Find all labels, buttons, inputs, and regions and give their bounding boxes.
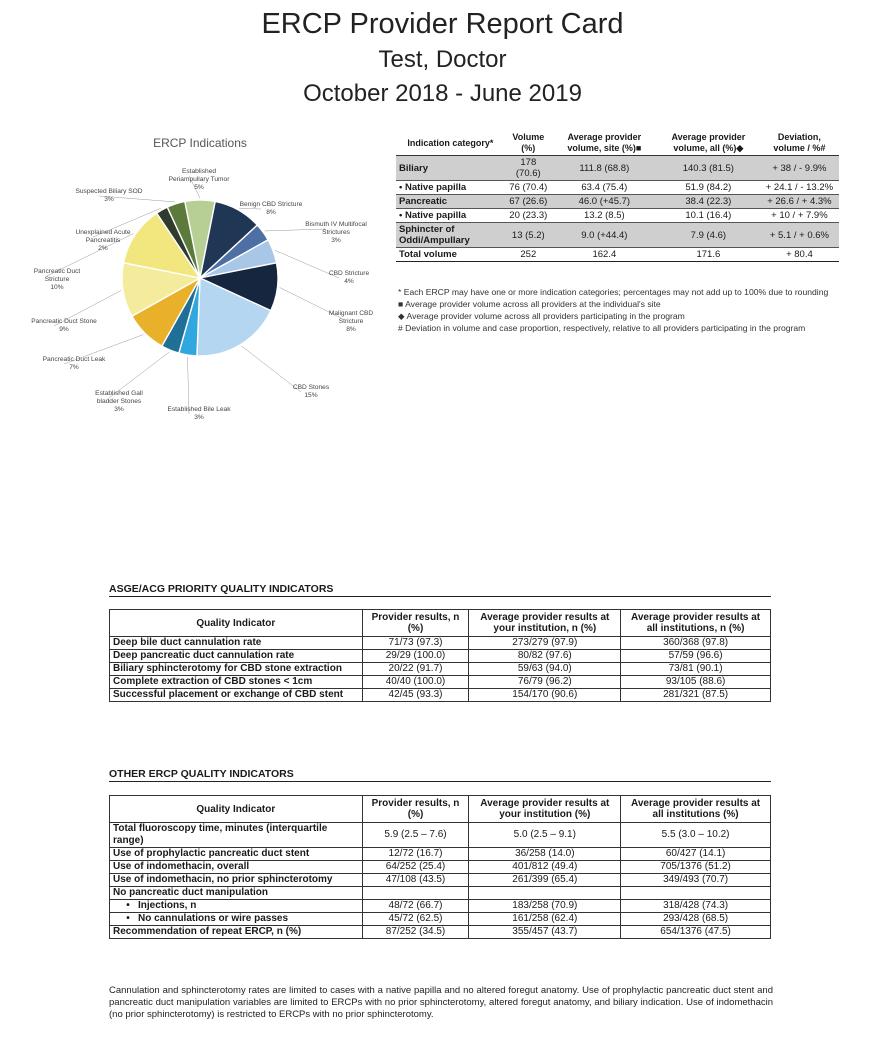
pie-label-pct: 10% <box>50 284 64 291</box>
other-cell: 293/428 (68.5) <box>621 913 771 926</box>
indication-row-label <box>396 156 505 181</box>
pie-label-text: Pancreatic Duct Leak <box>42 356 106 363</box>
other-cell <box>621 887 771 900</box>
indication-label-text: Total volume <box>399 249 457 260</box>
asge-row <box>110 650 771 663</box>
indication-cell: 140.3 (81.5) <box>657 156 760 181</box>
asge-cell: 71/73 (97.3) <box>362 637 469 650</box>
other-label-text: No pancreatic duct manipulation <box>113 887 269 898</box>
other-label-text: Injections, n <box>138 900 197 911</box>
other-cell: 5.5 (3.0 – 10.2) <box>621 823 771 848</box>
asge-label-text: Deep bile duct cannulation rate <box>113 637 262 648</box>
pie-label-pct: 15% <box>304 392 318 399</box>
asge-label-text: Complete extraction of CBD stones < 1cm <box>113 676 313 687</box>
asge-label-text: Successful placement or exchange of CBD stent <box>113 689 344 700</box>
other-header-0: Quality Indicator <box>110 796 363 823</box>
indication-cell: 76 (70.4) <box>505 181 552 195</box>
other-cell: 36/258 (14.0) <box>469 848 621 861</box>
other-header-1: Provider results, n (%) <box>362 796 469 823</box>
pie-label-pct: 9% <box>59 326 69 333</box>
other-row-label <box>110 861 363 874</box>
other-cell: 60/427 (14.1) <box>621 848 771 861</box>
other-cell: 5.0 (2.5 – 9.1) <box>469 823 621 848</box>
other-row <box>110 926 771 939</box>
other-label-text: Use of indomethacin, overall <box>113 861 250 872</box>
pie-label-text: Established Bile Leak <box>167 406 231 413</box>
asge-row-label <box>110 637 363 650</box>
pie-label-3 <box>314 270 384 286</box>
indication-table <box>396 131 839 262</box>
indication-label-text: Sphincter of Oddi/Ampullary <box>399 224 470 246</box>
pie-label-pct: 3% <box>194 414 204 421</box>
indication-cell: + 10 / + 7.9% <box>760 209 839 223</box>
pie-chart-title: ERCP Indications <box>153 136 247 150</box>
pie-label-pct: 7% <box>69 364 79 371</box>
pie-label-12 <box>74 188 144 204</box>
report-period: October 2018 - June 2019 <box>303 80 582 107</box>
indication-note-3: # Deviation in volume and case proportion, respectively, relative to all providers participating in the program <box>398 323 806 333</box>
pie-label-text: Unexplained Acute Pancreatitis <box>75 229 131 244</box>
indication-cell: + 38 / - 9.9% <box>760 156 839 181</box>
other-cell <box>362 887 469 900</box>
asge-cell: 80/82 (97.6) <box>469 650 621 663</box>
indication-row <box>396 223 839 248</box>
pie-label-text: Malignant CBD Stricture <box>328 310 374 325</box>
indication-header-4: Deviation, volume / %# <box>760 131 839 156</box>
other-row-label <box>110 887 363 900</box>
indication-cell: 9.0 (+44.4) <box>552 223 657 248</box>
asge-row <box>110 637 771 650</box>
indication-cell: 10.1 (16.4) <box>657 209 760 223</box>
other-cell: 355/457 (43.7) <box>469 926 621 939</box>
indication-row-label <box>396 195 505 209</box>
other-row-label <box>110 823 363 848</box>
other-row <box>110 900 771 913</box>
bullet-icon: • <box>126 913 130 924</box>
asge-row-label <box>110 676 363 689</box>
asge-label-text: Biliary sphincterotomy for CBD stone extraction <box>113 663 342 674</box>
provider-name: Test, Doctor <box>378 46 507 73</box>
pie-label-text: Benign CBD Stricture <box>239 201 303 208</box>
pie-label-10 <box>22 268 92 292</box>
asge-cell: 281/321 (87.5) <box>621 689 771 702</box>
indication-cell: 252 <box>505 248 552 262</box>
indication-row <box>396 209 839 223</box>
asge-cell: 360/368 (97.8) <box>621 637 771 650</box>
pie-label-8 <box>39 356 109 372</box>
other-row <box>110 848 771 861</box>
asge-cell: 273/279 (97.9) <box>469 637 621 650</box>
asge-cell: 29/29 (100.0) <box>362 650 469 663</box>
asge-cell: 40/40 (100.0) <box>362 676 469 689</box>
indication-cell: + 80.4 <box>760 248 839 262</box>
other-row-label <box>110 874 363 887</box>
indication-note-0: * Each ERCP may have one or more indication categories; percentages may not add up to 100% due to rounding <box>398 287 829 297</box>
indication-header-2: Average provider volume, site (%)■ <box>552 131 657 156</box>
indication-cell: + 5.1 / + 0.6% <box>760 223 839 248</box>
indication-label-text: Native papilla <box>404 182 467 193</box>
indication-row-label <box>396 209 505 223</box>
indication-cell: + 24.1 / - 13.2% <box>760 181 839 195</box>
report-footnote <box>109 985 773 1021</box>
other-row-label <box>110 848 363 861</box>
pie-label-0 <box>164 168 234 192</box>
indication-row-label <box>396 181 505 195</box>
other-header-2: Average provider results at your institution (%) <box>469 796 621 823</box>
indication-cell: 171.6 <box>657 248 760 262</box>
asge-row <box>110 676 771 689</box>
indication-cell: 7.9 (4.6) <box>657 223 760 248</box>
pie-label-pct: 8% <box>346 326 356 333</box>
other-cell: 654/1376 (47.5) <box>621 926 771 939</box>
other-cell: 64/252 (25.4) <box>362 861 469 874</box>
other-label-text: Use of indomethacin, no prior sphincterotomy <box>113 874 333 885</box>
indication-header-1: Volume (%) <box>505 131 552 156</box>
pie-label-pct: 8% <box>266 209 276 216</box>
pie-label-7 <box>84 390 154 414</box>
report-title: ERCP Provider Report Card <box>261 8 624 40</box>
other-label-text: Total fluoroscopy time, minutes (interquartile range) <box>113 823 328 846</box>
pie-label-pct: 2% <box>98 245 108 252</box>
pie-label-9 <box>29 318 99 334</box>
pie-label-5 <box>276 384 346 400</box>
indication-cell: 20 (23.3) <box>505 209 552 223</box>
indication-cell: 13.2 (8.5) <box>552 209 657 223</box>
other-cell: 161/258 (62.4) <box>469 913 621 926</box>
asge-label-text: Deep pancreatic duct cannulation rate <box>113 650 295 661</box>
pie-label-pct: 3% <box>104 196 114 203</box>
other-row-label <box>110 913 363 926</box>
other-cell: 45/72 (62.5) <box>362 913 469 926</box>
asge-header-1: Provider results, n (%) <box>362 610 469 637</box>
indication-label-text: Native papilla <box>404 210 467 221</box>
other-label-text: No cannulations or wire passes <box>138 913 289 924</box>
other-header-3: Average provider results at all institutions (%) <box>621 796 771 823</box>
pie-label-text: CBD Stricture <box>328 270 370 277</box>
pie-label-text: Suspected Biliary SOD <box>75 188 143 195</box>
indication-row-label <box>396 223 505 248</box>
indication-row <box>396 181 839 195</box>
asge-row-label <box>110 663 363 676</box>
asge-cell: 73/81 (90.1) <box>621 663 771 676</box>
asge-row <box>110 689 771 702</box>
indication-cell: 51.9 (84.2) <box>657 181 760 195</box>
other-row <box>110 861 771 874</box>
pie-label-text: Pancreatic Duct Stone <box>31 318 97 325</box>
indication-cell: 63.4 (75.4) <box>552 181 657 195</box>
other-row-label <box>110 926 363 939</box>
indication-label-text: Biliary <box>399 162 429 174</box>
other-cell <box>469 887 621 900</box>
indication-note-2: ◆ Average provider volume across all providers participating in the program <box>398 311 685 321</box>
asge-header-0: Quality Indicator <box>110 610 363 637</box>
other-cell: 705/1376 (51.2) <box>621 861 771 874</box>
asge-cell: 20/22 (91.7) <box>362 663 469 676</box>
indication-cell: 46.0 (+45.7) <box>552 195 657 209</box>
other-row <box>110 887 771 900</box>
indication-cell: + 26.6 / + 4.3% <box>760 195 839 209</box>
pie-label-pct: 3% <box>331 237 341 244</box>
asge-row <box>110 663 771 676</box>
other-cell: 318/428 (74.3) <box>621 900 771 913</box>
asge-cell: 42/45 (93.3) <box>362 689 469 702</box>
asge-header-3: Average provider results at all institutions, n (%) <box>621 610 771 637</box>
pie-label-text: Pancreatic Duct Stricture <box>33 268 81 283</box>
indication-row-label <box>396 248 505 262</box>
pie-label-11 <box>68 229 138 253</box>
indications-pie-chart <box>14 128 386 428</box>
other-cell: 48/72 (66.7) <box>362 900 469 913</box>
pie-label-text: Established Periampullary Tumor <box>168 168 230 183</box>
pie-label-pct: 3% <box>114 406 124 413</box>
other-section-title: OTHER ERCP QUALITY INDICATORS <box>109 768 771 782</box>
indication-header-0: Indication category* <box>396 131 505 156</box>
other-row <box>110 823 771 848</box>
asge-cell: 93/105 (88.6) <box>621 676 771 689</box>
indication-cell: 38.4 (22.3) <box>657 195 760 209</box>
pie-label-1 <box>236 201 306 217</box>
pie-label-text: CBD Stones <box>292 384 330 391</box>
other-cell: 5.9 (2.5 – 7.6) <box>362 823 469 848</box>
pie-label-6 <box>164 406 234 422</box>
indication-cell: 111.8 (68.8) <box>552 156 657 181</box>
bullet-icon: • <box>399 210 405 221</box>
other-cell: 183/258 (70.9) <box>469 900 621 913</box>
indication-header-3: Average provider volume, all (%)◆ <box>657 131 760 156</box>
asge-header-2: Average provider results at your institution, n (%) <box>469 610 621 637</box>
pie-label-text: Bismuth IV Multifocal Strictures <box>305 221 367 236</box>
other-row-label <box>110 900 363 913</box>
other-row <box>110 874 771 887</box>
asge-cell: 76/79 (96.2) <box>469 676 621 689</box>
other-label-text: Recommendation of repeat ERCP, n (%) <box>113 926 302 937</box>
pie-label-2 <box>301 221 371 245</box>
indication-notes <box>398 286 848 334</box>
other-quality-table <box>109 795 771 939</box>
bullet-icon: • <box>126 900 130 911</box>
indication-cell: 13 (5.2) <box>505 223 552 248</box>
other-cell: 401/812 (49.4) <box>469 861 621 874</box>
indication-row <box>396 195 839 209</box>
indication-cell: 162.4 <box>552 248 657 262</box>
indication-note-1: ■ Average provider volume across all providers at the individual's site <box>398 299 661 309</box>
indication-row <box>396 156 839 181</box>
asge-row-label <box>110 650 363 663</box>
footnote-text: Cannulation and sphincterotomy rates are limited to cases with a native papilla and no altered foregut anatomy. Use of prophylactic pancreatic duct stent and pancreatic duct manipulation variables are limited to ERCPs with no prior sphincterotomy, altered foregut anatomy, and biliary indication. Use of indomethacin (no prior sphincterotomy) is restricted to ERCPs with no prior sphincterotomy. <box>109 985 773 1020</box>
indication-cell: 178 (70.6) <box>505 156 552 181</box>
pie-label-4 <box>316 310 386 334</box>
other-cell: 87/252 (34.5) <box>362 926 469 939</box>
indication-row <box>396 248 839 262</box>
other-cell: 12/72 (16.7) <box>362 848 469 861</box>
asge-cell: 154/170 (90.6) <box>469 689 621 702</box>
pie-label-pct: 4% <box>344 278 354 285</box>
asge-cell: 59/63 (94.0) <box>469 663 621 676</box>
other-row <box>110 913 771 926</box>
asge-quality-table <box>109 609 771 702</box>
asge-section-title: ASGE/ACG PRIORITY QUALITY INDICATORS <box>109 583 771 597</box>
asge-cell: 57/59 (96.6) <box>621 650 771 663</box>
asge-row-label <box>110 689 363 702</box>
pie-label-pct: 5% <box>194 184 204 191</box>
other-label-text: Use of prophylactic pancreatic duct stent <box>113 848 310 859</box>
other-cell: 349/493 (70.7) <box>621 874 771 887</box>
other-cell: 261/399 (65.4) <box>469 874 621 887</box>
pie-label-text: Established Gall bladder Stones <box>95 390 143 405</box>
indication-cell: 67 (26.6) <box>505 195 552 209</box>
indication-label-text: Pancreatic <box>399 196 448 207</box>
bullet-icon: • <box>399 182 405 193</box>
other-cell: 47/108 (43.5) <box>362 874 469 887</box>
